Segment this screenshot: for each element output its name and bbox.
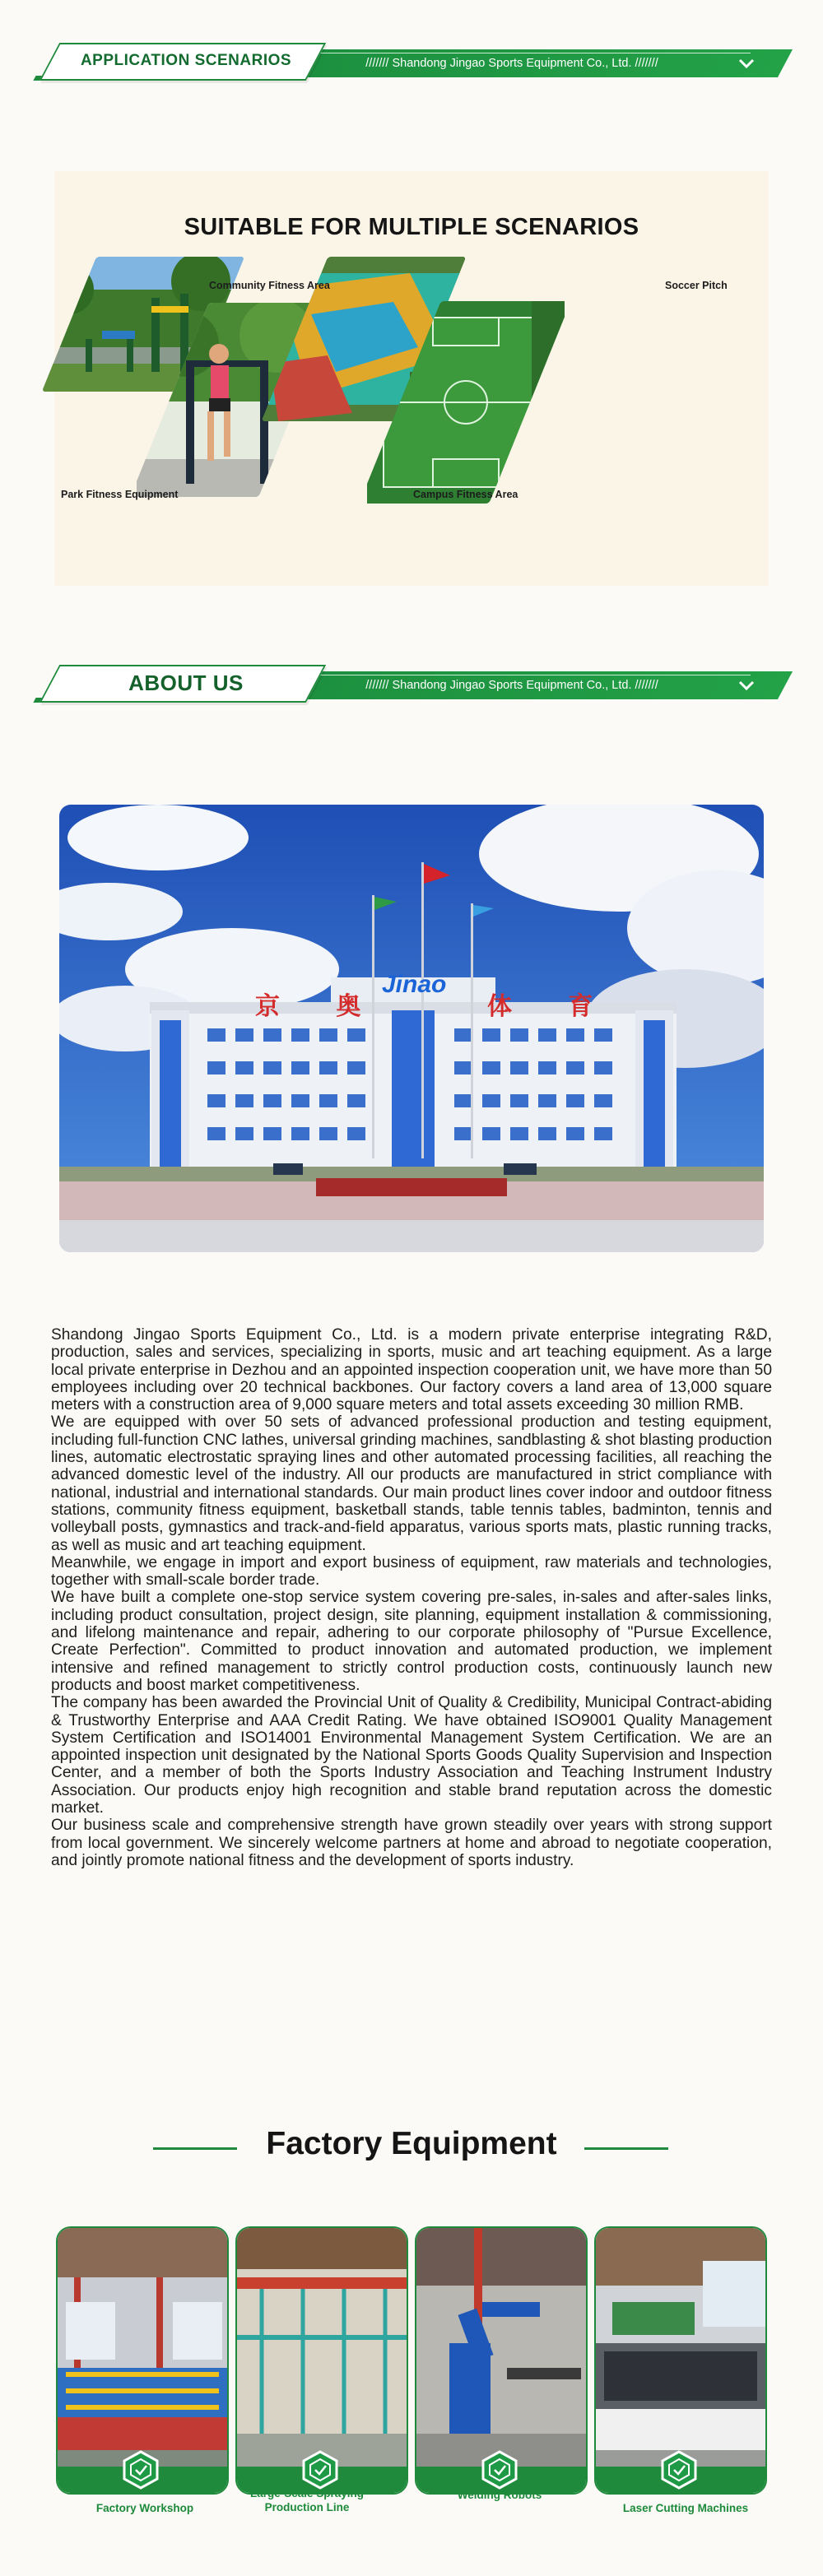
about-paragraph: Shandong Jingao Sports Equipment Co., Ltd. is a modern private enterprise integrating R&D, production, sales and services, specializing in sports, music and art teaching equipment. As a large local private enterprise in Dezhou and an appointed inspection cooperation unit, we have more than 50 employees including over 20 technical backbones. Our factory covers a land area of 13,000 square meters with a construction area of 9,000 square meters and total assets exceeding 30 million RMB.: [51, 1326, 772, 1414]
hexagon-badge-icon: [659, 2450, 699, 2490]
banner-company-name: /////// Shandong Jingao Sports Equipment Co., Ltd. ///////: [365, 57, 658, 70]
laser-cutter-photo: [596, 2228, 765, 2467]
about-paragraph: Our business scale and comprehensive strength have grown steadily over years with strong support from local government. We sincerely welcome partners at home and abroad to negotiate cooperation, and jointly promote national fitness and the development of sports industry.: [51, 1817, 772, 1869]
factory-label-workshop: Factory Workshop: [95, 2502, 194, 2514]
scenarios-banner: [35, 39, 788, 92]
about-paragraph: We are equipped with over 50 sets of advanced professional production and testing equipment, including full-function CNC lathes, universal grinding machines, sandblasting & shot blasting production lines, automatic electrostatic spraying lines and other automated processing facilities, all reaching the advanced domestic level of the industry. All our products are manufactured in strict compliance with national, industrial and international standards. Our main product lines cover indoor and outdoor fitness stations, community fitness equipment, basketball stands, table tennis tables, badminton, tennis and volleyball posts, gymnastics and track-and-field apparatus, various sports mats, plastic running tracks, as well as music and art teaching equipment.: [51, 1413, 772, 1554]
hexagon-badge-icon: [300, 2450, 340, 2490]
hexagon-badge-icon: [121, 2450, 160, 2490]
factory-heading: Factory Equipment: [266, 2126, 557, 2161]
scenario-label-soccer: Soccer Pitch: [665, 280, 728, 291]
scenarios-panel: [54, 171, 769, 586]
company-building-photo: [59, 805, 764, 1252]
heading-rule-right: [584, 2147, 668, 2150]
factory-label-spraying: Large-Scale Spraying Production Line: [249, 2487, 365, 2513]
scenario-label-campus: Campus Fitness Area: [413, 489, 518, 500]
about-description: [51, 1326, 772, 1869]
scenario-label-community: Community Fitness Area: [209, 280, 330, 291]
building-sign-right: 体 育: [487, 993, 618, 1020]
about-paragraph: Meanwhile, we engage in import and export business of equipment, raw materials and technologies, together with small-scale border trade.: [51, 1553, 772, 1590]
spraying-line-photo: [237, 2228, 407, 2467]
building-sign-left: 京 奥: [255, 993, 386, 1020]
welding-robot-photo: [416, 2228, 586, 2467]
scenarios-banner-title: APPLICATION SCENARIOS: [80, 52, 292, 69]
chevron-down-icon[interactable]: [736, 53, 757, 74]
about-paragraph: We have built a complete one-stop service system covering pre-sales, in-sales and after-sales links, including product consultation, project design, site planning, equipment installation & commissioning, and lifelong maintenance and repair, adhering to our corporate philosophy of "Pursue Excellence, Create Perfection". Committed to product innovation and automated production, we implement intensive and refined management to strictly control production costs, continuously launch new products and boost market competitiveness.: [51, 1589, 772, 1694]
factory-label-laser: Laser Cutting Machines: [622, 2502, 749, 2514]
building-sign-logo: Jinao: [382, 971, 447, 998]
workshop-photo: [58, 2228, 227, 2467]
hexagon-badge-icon: [480, 2450, 519, 2490]
scenario-label-park: Park Fitness Equipment: [61, 489, 179, 500]
scenarios-heading: SUITABLE FOR MULTIPLE SCENARIOS: [184, 214, 639, 240]
chevron-down-icon[interactable]: [736, 675, 757, 696]
about-banner-title: ABOUT US: [128, 671, 244, 695]
about-paragraph: The company has been awarded the Provincial Unit of Quality & Credibility, Municipal Contract-abiding & Trustworthy Enterprise and AAA Credit Rating. We have obtained ISO9001 Quality Management System Certification and ISO14001 Environmental Management System Certification. We are an appointed inspection unit designated by the National Sports Goods Quality Supervision and Inspection Center, and a member of both the Sports Industry Association and Teaching Instrument Industry Association. Our products enjoy high recognition and stable brand reputation across the domestic market.: [51, 1694, 772, 1817]
banner-company-name: /////// Shandong Jingao Sports Equipment Co., Ltd. ///////: [365, 679, 658, 692]
factory-label-welding: Welding Robots: [457, 2489, 542, 2501]
about-banner: [35, 661, 788, 714]
